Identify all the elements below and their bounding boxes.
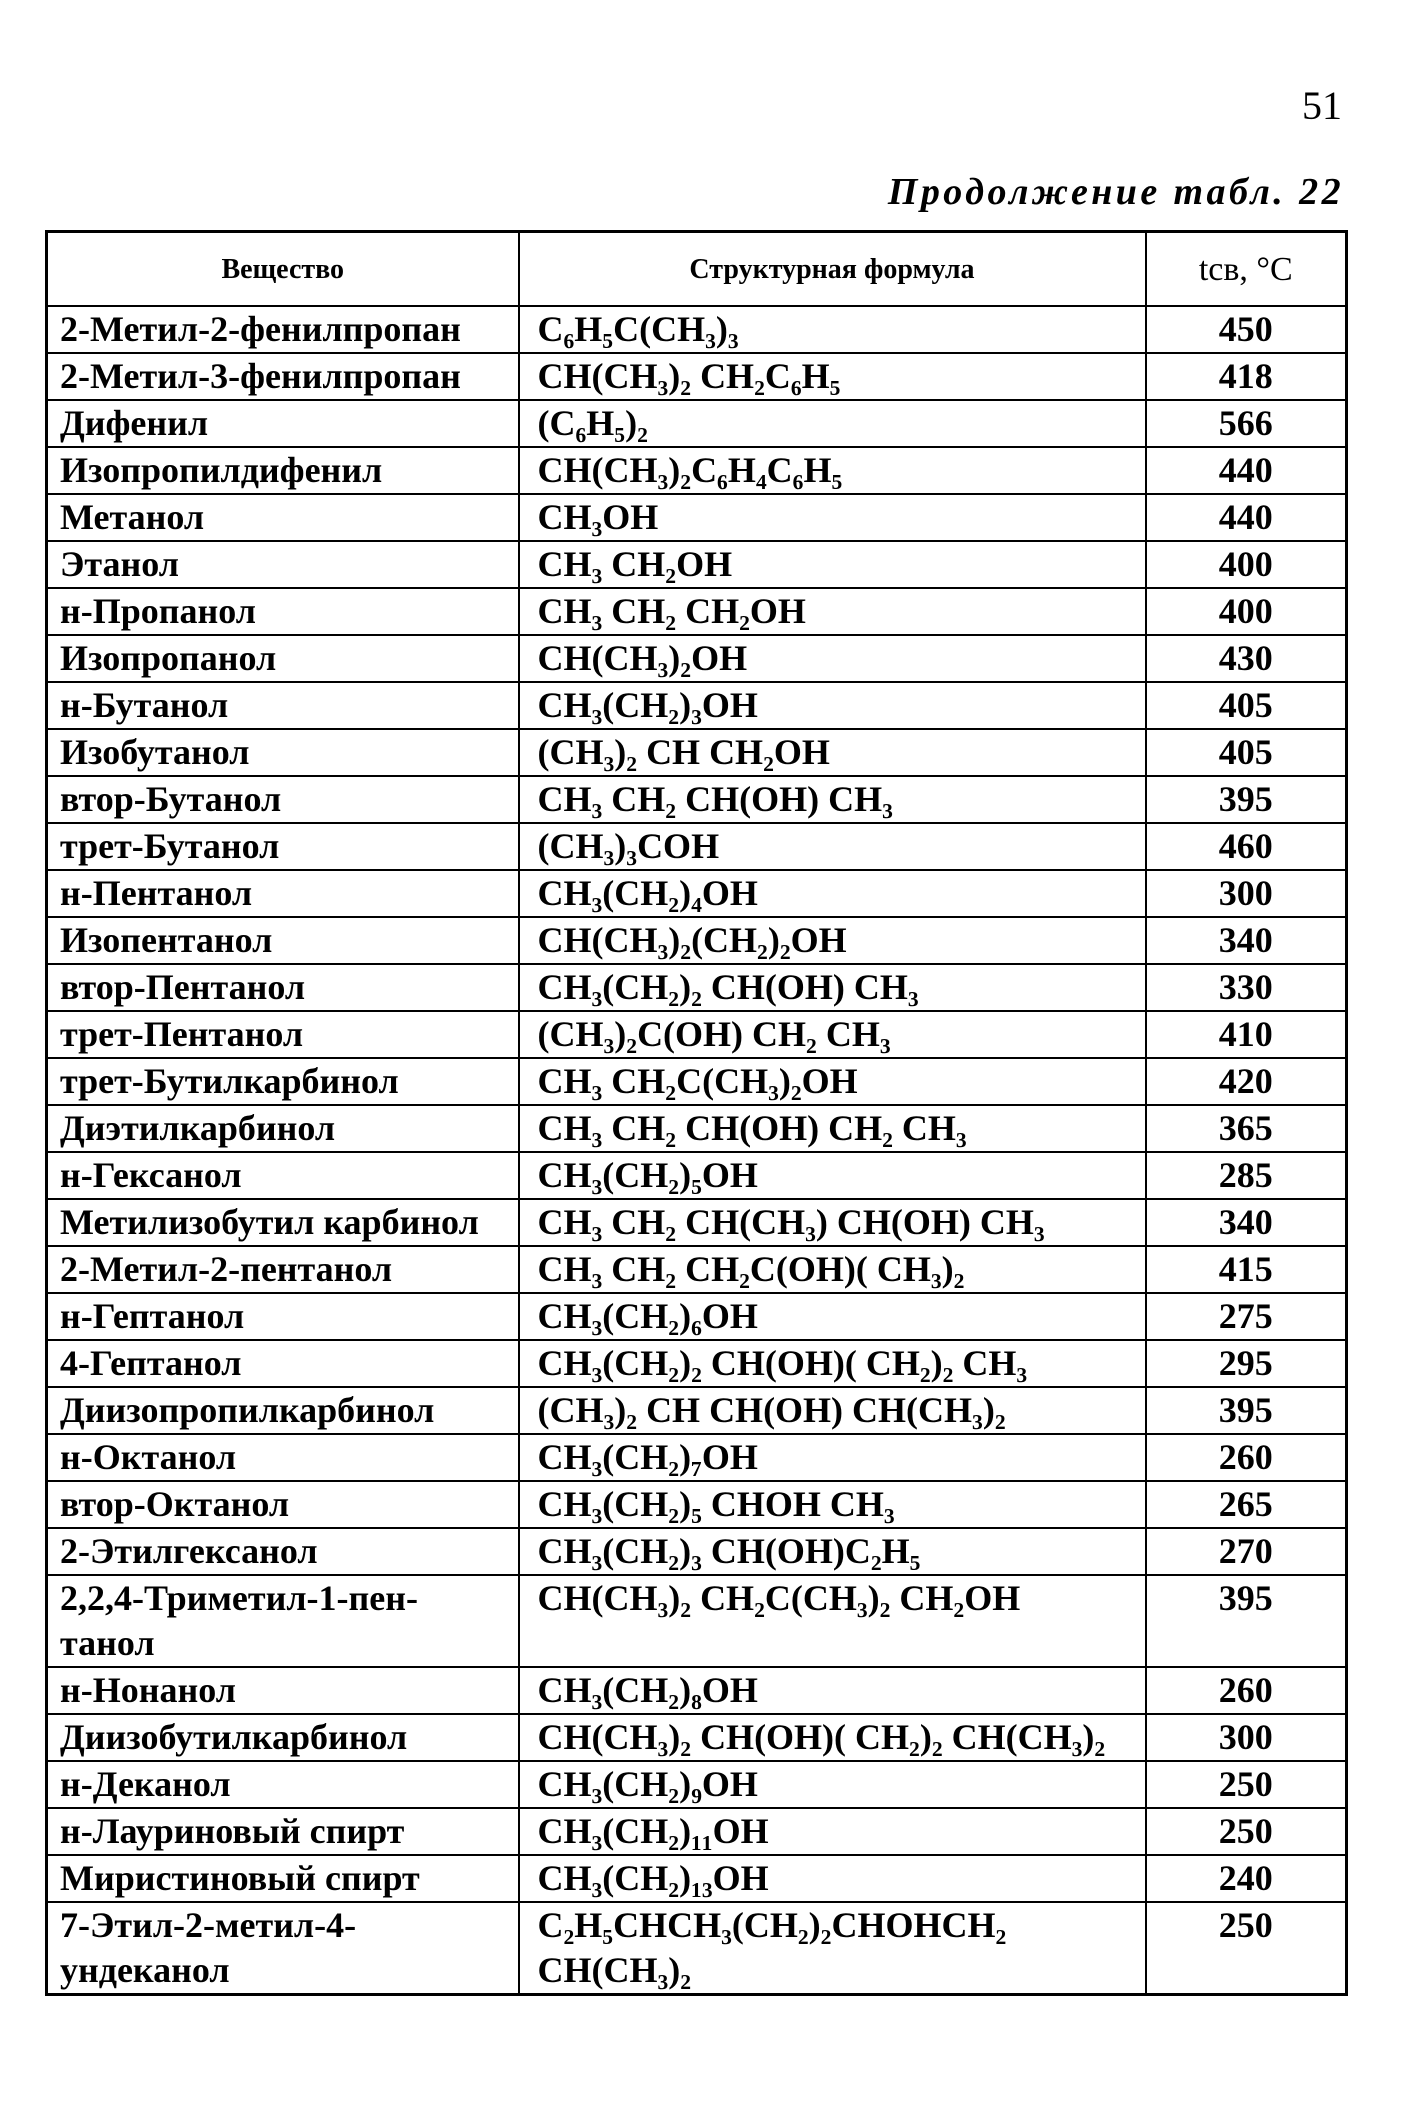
substance-cell: 2-Метил-3-фенилпропан [47,353,519,400]
table-row [47,1199,1347,1246]
formula-cell: CH(CH₃)₂OH [519,635,1146,682]
formula-cell: CH₃OH [519,494,1146,541]
substance-cell: Метилизобутил карбинол [47,1199,519,1246]
table-row [47,541,1347,588]
substance-cell: н-Пентанол [47,870,519,917]
table-row [47,1761,1347,1808]
table-row [47,729,1347,776]
table-row [47,447,1347,494]
temperature-cell: 285 [1146,1152,1347,1199]
header-row [47,232,1347,307]
formula-cell: CH₃ CH₂OH [519,541,1146,588]
substance-cell: Диэтилкарбинол [47,1105,519,1152]
formula-cell: CH₃(CH₂)₁₃OH [519,1855,1146,1902]
formula-cell: CH₃(CH₂)₃OH [519,682,1146,729]
temperature-cell: 430 [1146,635,1347,682]
formula-cell: CH₃(CH₂)₈OH [519,1667,1146,1714]
formula-cell: CH(CH₃)₂(CH₂)₂OH [519,917,1146,964]
temperature-cell: 395 [1146,776,1347,823]
temperature-cell: 420 [1146,1058,1347,1105]
temperature-cell: 340 [1146,917,1347,964]
table-row [47,1011,1347,1058]
substance-cell: Диизобутилкарбинол [47,1714,519,1761]
formula-cell: (CH₃)₂ CH CH₂OH [519,729,1146,776]
substance-cell: н-Гептанол [47,1293,519,1340]
formula-cell: CH₃ CH₂ CH(OH) CH₃ [519,776,1146,823]
table-row [47,917,1347,964]
table-row [47,1481,1347,1528]
substance-cell: Метанол [47,494,519,541]
substance-cell: н-Октанол [47,1434,519,1481]
table-row [47,870,1347,917]
table-row [47,353,1347,400]
table-row [47,400,1347,447]
substance-cell: Изобутанол [47,729,519,776]
formula-cell: CH(CH₃)₂C₆H₄C₆H₅ [519,447,1146,494]
table-row [47,1293,1347,1340]
temperature-cell: 240 [1146,1855,1347,1902]
formula-cell: CH₃(CH₂)₉OH [519,1761,1146,1808]
table-row [47,1152,1347,1199]
temperature-cell: 450 [1146,306,1347,353]
substance-cell: втор-Пентанол [47,964,519,1011]
temperature-cell: 250 [1146,1808,1347,1855]
substance-cell: трет-Бутилкарбинол [47,1058,519,1105]
substance-cell: Дифенил [47,400,519,447]
substance-cell: 2-Этилгексанол [47,1528,519,1575]
temperature-cell: 395 [1146,1387,1347,1434]
substance-cell: н-Бутанол [47,682,519,729]
table-row [47,1855,1347,1902]
substance-cell: трет-Пентанол [47,1011,519,1058]
substance-cell: трет-Бутанол [47,823,519,870]
substance-cell: 2-Метил-2-фенилпропан [47,306,519,353]
substance-cell: втор-Октанол [47,1481,519,1528]
substance-cell: втор-Бутанол [47,776,519,823]
formula-cell: CH(CH₃)₂ CH(OH)( CH₂)₂ CH(CH₃)₂ [519,1714,1146,1761]
temperature-cell: 250 [1146,1902,1347,1995]
table-row [47,588,1347,635]
temperature-cell: 300 [1146,870,1347,917]
formula-cell: (CH₃)₃COH [519,823,1146,870]
temperature-cell: 260 [1146,1434,1347,1481]
table-row [47,1528,1347,1575]
table-row [47,823,1347,870]
substance-cell: н-Пропанол [47,588,519,635]
temperature-cell: 400 [1146,588,1347,635]
table-row [47,1808,1347,1855]
formula-cell: CH₃(CH₂)₅OH [519,1152,1146,1199]
temperature-cell: 270 [1146,1528,1347,1575]
substance-cell: Изопропилдифенил [47,447,519,494]
substance-cell: н-Гексанол [47,1152,519,1199]
table-row [47,1246,1347,1293]
substance-cell: 4-Гептанол [47,1340,519,1387]
table-row [47,682,1347,729]
formula-cell: CH₃(CH₂)₇OH [519,1434,1146,1481]
formula-cell: CH₃ CH₂ CH(CH₃) CH(OH) CH₃ [519,1199,1146,1246]
table-row [47,1105,1347,1152]
temperature-cell: 566 [1146,400,1347,447]
formula-cell: (CH₃)₂C(OH) CH₂ CH₃ [519,1011,1146,1058]
formula-cell: CH₃ CH₂ CH₂C(OH)( CH₃)₂ [519,1246,1146,1293]
formula-cell: CH(CH₃)₂ CH₂C₆H₅ [519,353,1146,400]
temperature-cell: 265 [1146,1481,1347,1528]
formula-cell: CH₃ CH₂ CH₂OH [519,588,1146,635]
temperature-cell: 460 [1146,823,1347,870]
table-row [47,1575,1347,1667]
table-caption: Продолжение табл. 22 [887,171,1344,213]
table-row [47,1714,1347,1761]
substance-cell: 2,2,4-Триметил-1-пен- танол [47,1575,519,1667]
formula-cell: CH(CH₃)₂ CH₂C(CH₃)₂ CH₂OH [519,1575,1146,1667]
substance-cell: н-Деканол [47,1761,519,1808]
table-row [47,1387,1347,1434]
table-row [47,306,1347,353]
table-row [47,1902,1347,1995]
formula-cell: CH₃ CH₂C(CH₃)₂OH [519,1058,1146,1105]
temperature-cell: 405 [1146,729,1347,776]
header-substance: Вещество [47,232,519,307]
formula-cell: CH₃(CH₂)₃ CH(OH)C₂H₅ [519,1528,1146,1575]
substance-cell: Изопентанол [47,917,519,964]
substance-cell: 2-Метил-2-пентанол [47,1246,519,1293]
formula-cell: CH₃(CH₂)₄OH [519,870,1146,917]
temperature-cell: 365 [1146,1105,1347,1152]
temperature-cell: 440 [1146,494,1347,541]
temperature-cell: 300 [1146,1714,1347,1761]
temperature-cell: 295 [1146,1340,1347,1387]
table-row [47,1058,1347,1105]
temperature-cell: 415 [1146,1246,1347,1293]
temperature-cell: 250 [1146,1761,1347,1808]
substance-cell: Миристиновый спирт [47,1855,519,1902]
substance-cell: Диизопропилкарбинол [47,1387,519,1434]
header-formula: Структурная формула [519,232,1146,307]
table-row [47,776,1347,823]
formula-cell: CH₃(CH₂)₆OH [519,1293,1146,1340]
page-number: 51 [1302,83,1342,128]
substance-cell: Этанол [47,541,519,588]
formula-cell: (CH₃)₂ CH CH(OH) CH(CH₃)₂ [519,1387,1146,1434]
temperature-cell: 330 [1146,964,1347,1011]
temperature-cell: 275 [1146,1293,1347,1340]
substance-cell: н-Нонанол [47,1667,519,1714]
table-row [47,1434,1347,1481]
temperature-cell: 440 [1146,447,1347,494]
table-row [47,964,1347,1011]
table-row [47,635,1347,682]
formula-cell: CH₃(CH₂)₅ CHOH CH₃ [519,1481,1146,1528]
data-table [45,230,1348,1996]
temperature-cell: 400 [1146,541,1347,588]
temperature-cell: 405 [1146,682,1347,729]
temperature-cell: 340 [1146,1199,1347,1246]
temperature-cell: 260 [1146,1667,1347,1714]
formula-cell: C₆H₅C(CH₃)₃ [519,306,1146,353]
table-row [47,494,1347,541]
formula-cell: CH₃ CH₂ CH(OH) CH₂ CH₃ [519,1105,1146,1152]
formula-cell: CH₃(CH₂)₁₁OH [519,1808,1146,1855]
table-row [47,1340,1347,1387]
substance-cell: 7-Этил-2-метил-4- ундеканол [47,1902,519,1995]
formula-cell: C₂H₅CHCH₃(CH₂)₂CHOHCH₂ CH(CH₃)₂ [519,1902,1146,1995]
substance-cell: н-Лауриновый спирт [47,1808,519,1855]
temperature-cell: 418 [1146,353,1347,400]
substance-cell: Изопропанол [47,635,519,682]
temperature-cell: 410 [1146,1011,1347,1058]
temperature-cell: 395 [1146,1575,1347,1667]
formula-cell: (C₆H₅)₂ [519,400,1146,447]
formula-cell: CH₃(CH₂)₂ CH(OH) CH₃ [519,964,1146,1011]
formula-cell: CH₃(CH₂)₂ CH(OH)( CH₂)₂ CH₃ [519,1340,1146,1387]
table-row [47,1667,1347,1714]
header-temperature: tсв, °C [1146,232,1347,307]
